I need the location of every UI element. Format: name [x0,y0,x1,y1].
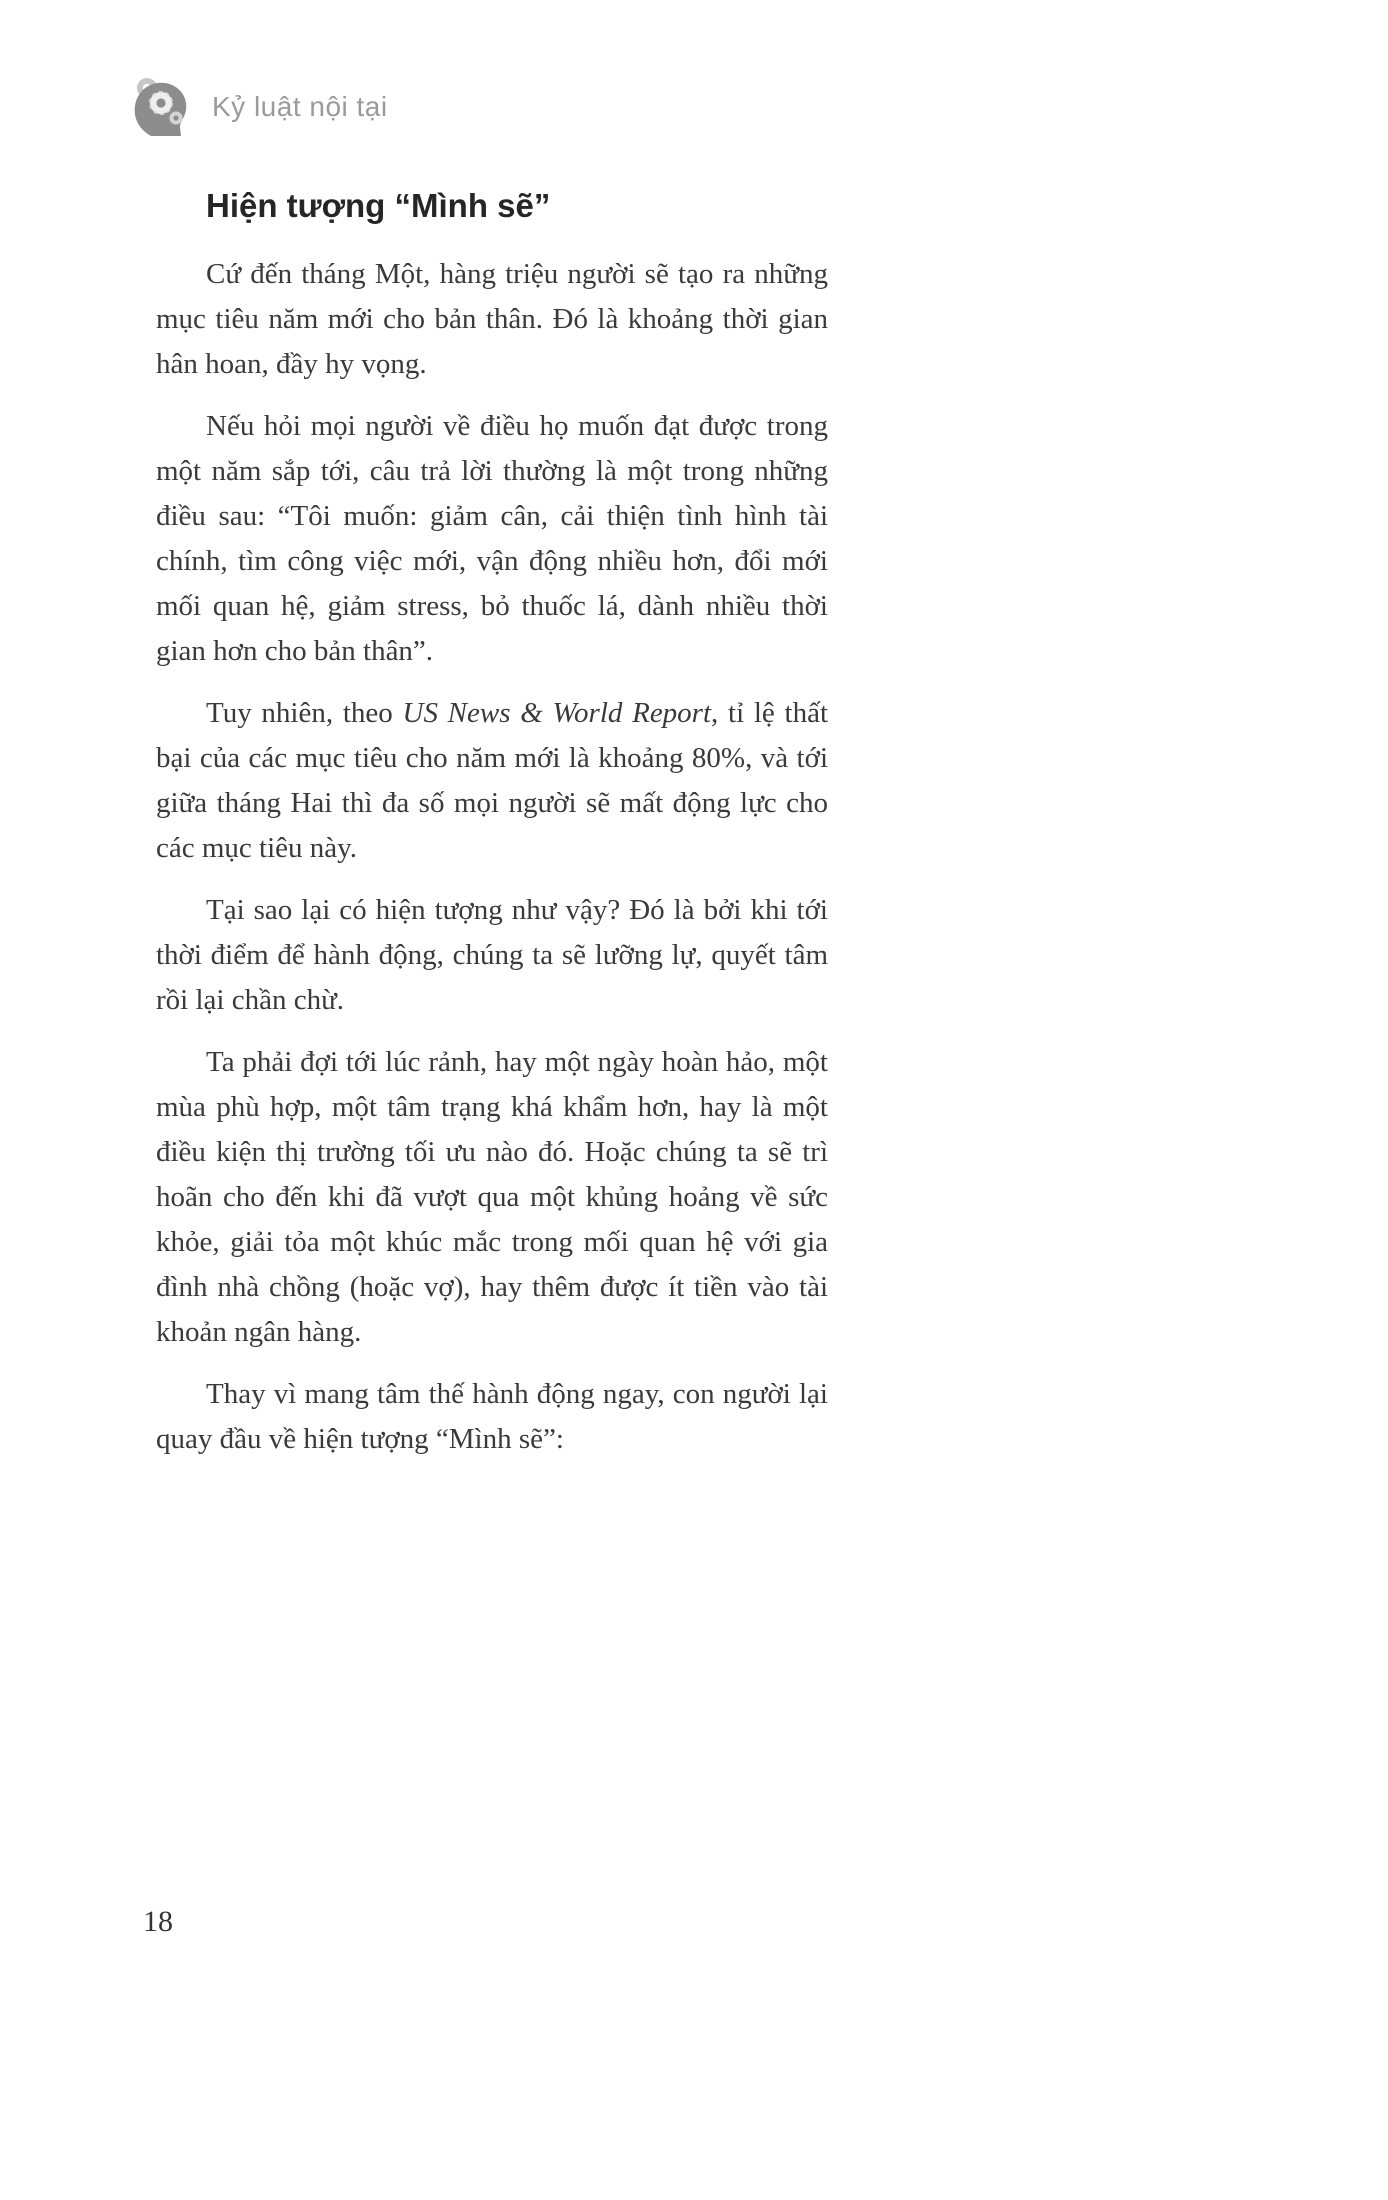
paragraph-3-text-before: Tuy nhiên, theo [206,697,403,729]
paragraph-3 [156,691,828,871]
paragraph-6: Thay vì mang tâm thế hành động ngay, con người lại quay đầu về hiện tượng “Mình sẽ”: [156,1378,828,1455]
paragraph-1: Cứ đến tháng Một, hàng triệu người sẽ tạo ra những mục tiêu năm mới cho bản thân. Đó là khoảng thời gian hân hoan, đầy hy vọng. [156,258,828,380]
page-number: 18 [143,1905,173,1938]
paragraph-4: Tại sao lại có hiện tượng như vậy? Đó là bởi khi tới thời điểm để hành động, chúng ta sẽ lưỡng lự, quyết tâm rồi lại chần chừ. [156,894,828,1016]
head-with-gears-icon [126,76,198,138]
paragraph-2: Nếu hỏi mọi người về điều họ muốn đạt được trong một năm sắp tới, câu trả lời thường là một trong những điều sau: “Tôi muốn: giảm cân, cải thiện tình hình tài chính, tìm công việc mới, vận động nhiều hơn, đổi mới mối quan hệ, giảm stress, bỏ thuốc lá, dành nhiều thời gian hơn cho bản thân”. [156,410,828,667]
book-series-title: Kỷ luật nội tại [212,91,388,122]
running-header [126,76,388,138]
publication-name: US News & World Report [402,697,712,729]
paragraph-3-text-after: , tỉ lệ thất bại của các mục tiêu cho năm mới là khoảng 80%, và tới giữa tháng Hai thì đa số mọi người sẽ mất động lực cho các mục tiêu này. [156,697,828,864]
section-heading: Hiện tượng “Mình sẽ” [206,187,551,224]
page-body [156,186,828,1462]
paragraph-5: Ta phải đợi tới lúc rảnh, hay một ngày hoàn hảo, một mùa phù hợp, một tâm trạng khá khẩm hơn, hay là một điều kiện thị trường tối ưu nào đó. Hoặc chúng ta sẽ trì hoãn cho đến khi đã vượt qua một khủng hoảng về sức khỏe, giải tỏa một khúc mắc trong mối quan hệ với gia đình nhà chồng (hoặc vợ), hay thêm được ít tiền vào tài khoản ngân hàng. [156,1046,828,1348]
